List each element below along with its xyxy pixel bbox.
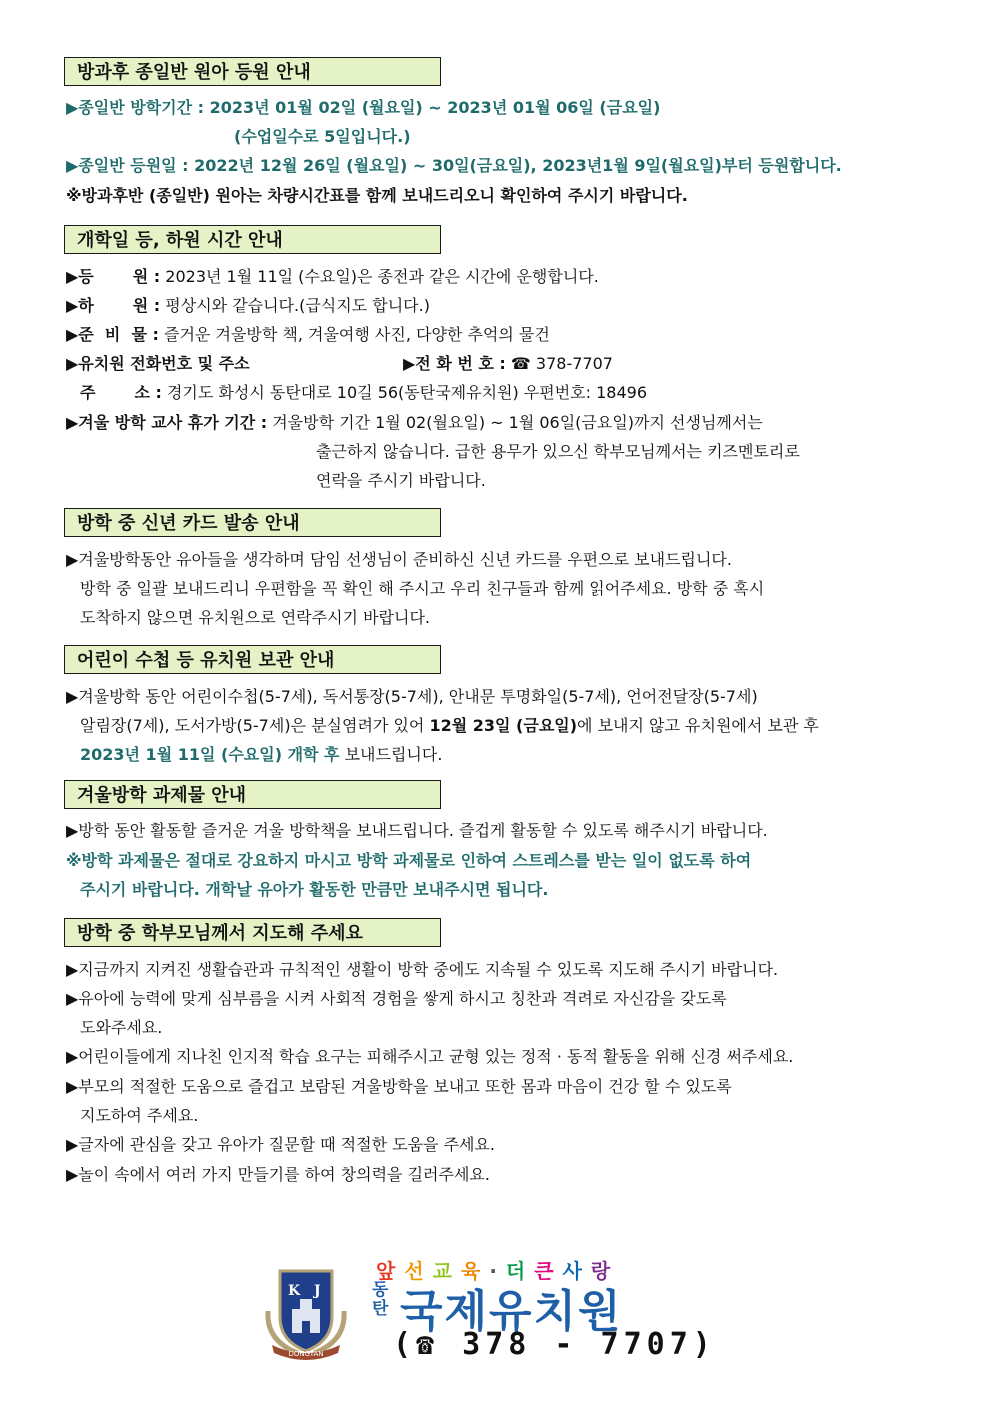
supplies-label: ▶준 비 물 : bbox=[66, 325, 159, 344]
opening-supplies-row bbox=[66, 324, 550, 346]
after-school-vacation-period: ▶종일반 방학기간 : 2023년 01월 02일 (월요일) ~ 2023년 01월 06일 (금요일) bbox=[66, 98, 661, 117]
section-header-after-school: 방과후 종일반 원아 등원 안내 bbox=[64, 57, 441, 86]
storage-return-date: 2023년 1월 11일 (수요일) 개학 후 bbox=[80, 745, 340, 764]
storage-line-2-a: 알림장(7세), 도서가방(5-7세)은 분실염려가 있어 bbox=[80, 716, 430, 735]
storage-line-2-c: 에 보내지 않고 유치원에서 보관 후 bbox=[577, 716, 819, 735]
svg-text:K: K bbox=[288, 1283, 301, 1299]
section-header-new-year-card: 방학 중 신년 카드 발송 안내 bbox=[64, 508, 441, 537]
supplies-text: 즐거운 겨울방학 책, 겨울여행 사진, 다양한 추억의 물건 bbox=[164, 325, 550, 344]
storage-date-highlight: 12월 23일 (금요일) bbox=[429, 716, 578, 735]
card-line-1: ▶겨울방학동안 유아들을 생각하며 담임 선생님이 준비하신 신년 카드를 우편으로 보내드립니다. bbox=[66, 550, 732, 569]
slogan-char: 사 bbox=[562, 1259, 591, 1283]
slogan-char: 교 bbox=[432, 1259, 461, 1283]
storage-line-2 bbox=[80, 715, 819, 737]
section-header-storage: 어린이 수첩 등 유치원 보관 안내 bbox=[64, 645, 441, 674]
svg-text:J: J bbox=[314, 1283, 321, 1299]
contact-label: ▶유치원 전화번호 및 주소 bbox=[66, 354, 250, 373]
crest-icon bbox=[258, 1261, 354, 1361]
guidance-item-cont: 지도하여 주세요. bbox=[80, 1106, 199, 1125]
guidance-item: ▶글자에 관심을 갖고 유아가 질문할 때 적절한 도움을 주세요. bbox=[66, 1135, 496, 1154]
after-school-days-note: (수업일수로 5일입니다.) bbox=[234, 127, 411, 146]
crest-ribbon-text: DONGTAN bbox=[288, 1350, 324, 1358]
kindergarten-logo bbox=[258, 1255, 716, 1365]
guidance-item: ▶부모의 적절한 도움으로 즐겁고 보람된 겨울방학을 보내고 또한 몸과 마음이 건강 할 수 있도록 bbox=[66, 1077, 732, 1096]
after-school-attendance-dates: ▶종일반 등원일 : 2022년 12월 26일 (월요일) ~ 30일(금요일), 2023년1월 9일(월요일)부터 등원합니다. bbox=[66, 156, 842, 175]
guidance-item: ▶유아에 능력에 맞게 심부름을 시켜 사회적 경험을 쌓게 하시고 칭찬과 격려로 자신감을 갖도록 bbox=[66, 989, 727, 1008]
leave-label: ▶하 원 : bbox=[66, 296, 161, 315]
address-label: 주 소 : bbox=[80, 383, 162, 402]
address-text: 경기도 화성시 동탄대로 10길 56(동탄국제유치원) 우편번호: 18496 bbox=[166, 383, 648, 402]
slogan-char: · bbox=[489, 1259, 506, 1283]
section-header-parent-guidance: 방학 중 학부모님께서 지도해 주세요 bbox=[64, 918, 441, 947]
contact-row bbox=[66, 353, 250, 375]
phone-label: ▶전 화 번 호 : bbox=[403, 354, 506, 373]
slogan-char: 랑 bbox=[590, 1259, 620, 1283]
guidance-item: ▶어린이들에게 지나친 인지적 학습 요구는 피해주시고 균형 있는 정적 · 동적 활동을 위해 신경 써주세요. bbox=[66, 1047, 794, 1066]
card-line-3: 도착하지 않으면 유치원으로 연락주시기 바랍니다. bbox=[80, 608, 431, 627]
leave-text: 평상시와 같습니다.(급식지도 합니다.) bbox=[165, 296, 430, 315]
teacher-vacation-text-1: 겨울방학 기간 1월 02(월요일) ~ 1월 06일(금요일)까지 선생님께서는 bbox=[272, 413, 763, 432]
phone-number: ☎ 378-7707 bbox=[510, 354, 613, 373]
attend-text: 2023년 1월 11일 (수요일)은 종전과 같은 시간에 운행합니다. bbox=[165, 267, 599, 286]
teacher-vacation-text-2: 출근하지 않습니다. 급한 용무가 있으신 학부모님께서는 키즈멘토리로 bbox=[316, 442, 800, 461]
slogan-char: 큰 bbox=[534, 1259, 563, 1283]
opening-attend-row bbox=[66, 266, 599, 288]
guidance-item: ▶놀이 속에서 여러 가지 만들기를 하여 창의력을 길러주세요. bbox=[66, 1165, 490, 1184]
guidance-item-cont: 도와주세요. bbox=[80, 1018, 163, 1037]
teacher-vacation-text-3: 연락을 주시기 바랍니다. bbox=[316, 471, 486, 490]
footer-phone: (☎ 378 - 7707) bbox=[393, 1327, 716, 1362]
storage-line-3-b: 보내드립니다. bbox=[339, 745, 443, 764]
slogan-char: 선 bbox=[404, 1259, 433, 1283]
teacher-vacation-row bbox=[66, 412, 763, 434]
slogan-char: 육 bbox=[460, 1259, 490, 1283]
attend-label: ▶등 원 : bbox=[66, 267, 161, 286]
storage-line-3 bbox=[80, 744, 442, 766]
slogan-char: 앞 bbox=[376, 1259, 405, 1283]
homework-line-1: ▶방학 동안 활동할 즐거운 겨울 방학책을 보내드립니다. 즐겁게 활동할 수 있도록 해주시기 바랍니다. bbox=[66, 821, 768, 840]
after-school-bus-note: ※방과후반 (종일반) 원아는 차량시간표를 함께 보내드리오니 확인하여 주시기 바랍니다. bbox=[66, 186, 688, 205]
kindergarten-name: 국제유치원 bbox=[400, 1286, 623, 1337]
phone-row bbox=[403, 353, 613, 375]
storage-line-1: ▶겨울방학 동안 어린이수첩(5-7세), 독서통장(5-7세), 안내문 투명화일(5-7세), 언어전달장(5-7세) bbox=[66, 687, 758, 706]
dongtan-label: 동 탄 bbox=[372, 1280, 389, 1319]
section-header-homework: 겨울방학 과제물 안내 bbox=[64, 780, 441, 809]
opening-leave-row bbox=[66, 295, 430, 317]
homework-warning-1: ※방학 과제물은 절대로 강요하지 마시고 방학 과제물로 인하여 스트레스를 받는 일이 없도록 하여 bbox=[66, 851, 752, 870]
card-line-2: 방학 중 일괄 보내드리니 우편함을 꼭 확인 해 주시고 우리 친구들과 함께 읽어주세요. 방학 중 혹시 bbox=[80, 579, 765, 598]
guidance-item: ▶지금까지 지켜진 생활습관과 규칙적인 생활이 방학 중에도 지속될 수 있도록 지도해 주시기 바랍니다. bbox=[66, 960, 779, 979]
address-row bbox=[80, 382, 647, 404]
teacher-vacation-label: ▶겨울 방학 교사 휴가 기간 : bbox=[66, 413, 268, 432]
homework-warning-2: 주시기 바랍니다. 개학날 유아가 활동한 만큼만 보내주시면 됩니다. bbox=[80, 880, 549, 899]
section-header-opening-day: 개학일 등, 하원 시간 안내 bbox=[64, 225, 441, 254]
slogan-char: 더 bbox=[505, 1259, 535, 1283]
